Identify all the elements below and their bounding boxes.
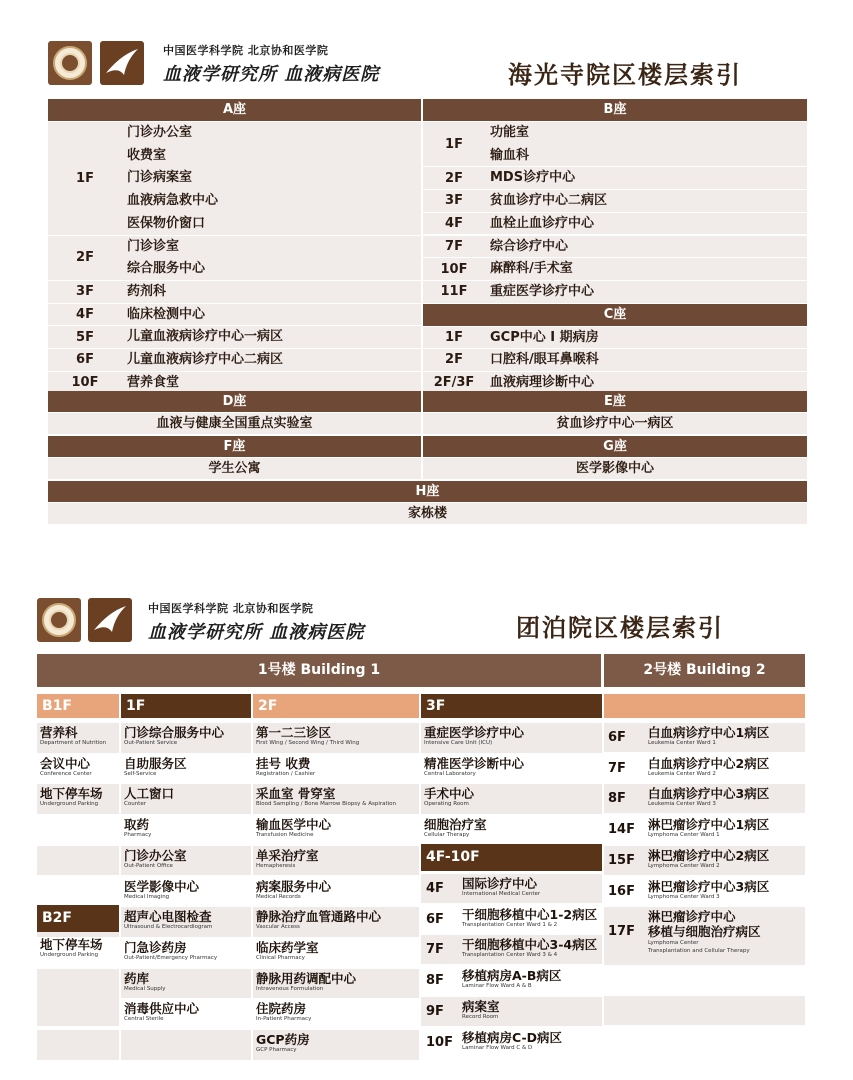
room-name-en: Department of Nutrition — [40, 740, 107, 746]
floor-label: 6F — [426, 911, 444, 927]
room-name-en: Leukemia Center Ward 3 — [648, 801, 716, 808]
room-name: 自助服务区 — [124, 755, 187, 771]
b-floor-label: 2F — [445, 170, 463, 186]
room-name-en: Record Room — [462, 1013, 499, 1020]
room-name: 静脉用药调配中心 — [256, 970, 357, 986]
room-name: 消毒供应中心 — [124, 1001, 200, 1017]
floor-label: 16F — [608, 883, 635, 899]
a-room: 血液病急救中心 — [127, 193, 219, 209]
room-name-en: Medical Records — [256, 893, 301, 900]
room-name: 人工窗口 — [124, 786, 175, 802]
floor-label: 4F — [426, 881, 444, 896]
content-e: 贫血诊疗中心一病区 — [423, 413, 807, 434]
logo-text-line1: 中国医学科学院 北京协和医学院 — [148, 602, 314, 615]
room-name-en: First Wing / Second Wing / Third Wing — [256, 740, 360, 746]
b-floor-label: 11F — [440, 284, 468, 300]
b-floor-label: 1F — [445, 136, 463, 152]
room-name-en: Underground Parking — [40, 801, 99, 808]
a-floor-label: 3F — [76, 284, 94, 300]
b-room: 贫血诊疗中心二病区 — [490, 193, 608, 209]
b-room: 重症医学诊疗中心 — [490, 283, 595, 299]
a-floor-label: 5F — [76, 329, 94, 345]
b-floor-label: 10F — [440, 261, 468, 277]
room-name-en: Clinical Pharmacy — [256, 954, 305, 961]
a-floor-label: 2F — [76, 250, 94, 266]
floor-label: 7F — [608, 760, 626, 776]
room-name: 淋巴瘤诊疗中心2病区 — [648, 847, 770, 863]
room-name-en: Medical Imaging — [124, 893, 170, 900]
floor-label: 8F — [426, 973, 444, 989]
3f-header: 3F — [421, 694, 602, 718]
room-name-en: Intensive Care Unit (ICU) — [424, 740, 493, 746]
room-name: 白血病诊疗中心2病区 — [648, 755, 770, 771]
room-name: 手术中心 — [424, 786, 475, 802]
room-name: 输血医学中心 — [256, 817, 332, 833]
row-stripe — [604, 996, 805, 1025]
floor-label: 10F — [426, 1034, 453, 1050]
room-name: 淋巴瘤诊疗中心1病区 — [648, 817, 770, 833]
c-floor-label: 2F — [445, 352, 463, 368]
a-room: 综合服务中心 — [127, 261, 206, 277]
room-name: 临床药学室 — [256, 939, 319, 955]
header-f: F座 — [48, 436, 421, 457]
room-name: 药库 — [124, 970, 150, 986]
room-name: 细胞治疗室 — [424, 817, 487, 833]
room-name-en: Vascular Access — [256, 924, 300, 931]
room-name: 取药 — [124, 817, 150, 833]
row-stripe — [37, 997, 119, 1026]
a-room: 门诊病案室 — [127, 170, 193, 186]
room-name: 采血室 骨穿室 — [256, 786, 336, 802]
a-room: 门诊办公室 — [127, 125, 193, 140]
room-name: 白血病诊疗中心3病区 — [648, 786, 770, 802]
floor-label: 7F — [426, 942, 444, 958]
hospital-logo-icon — [88, 598, 132, 642]
c-room: GCP中心 I 期病房 — [490, 329, 599, 345]
room-name: 静脉治疗血管通路中心 — [256, 909, 382, 925]
room-name: 重症医学诊疗中心 — [424, 725, 525, 740]
room-name-en: Lymphoma Center — [648, 940, 699, 947]
room-name-en: Ultrasound & Electrocardiogram — [124, 924, 213, 931]
a-room: 营养食堂 — [127, 374, 180, 390]
a-room: 儿童血液病诊疗中心一病区 — [127, 329, 284, 345]
room-name-en: Laminar Flow Ward C & D — [462, 1044, 533, 1051]
room-name: 超声心电图检查 — [124, 909, 212, 925]
b-room: 功能室 — [490, 125, 530, 140]
room-name-en: In-Patient Pharmacy — [256, 1016, 312, 1023]
b1f-header: B1F — [37, 694, 119, 718]
floor-label: 15F — [608, 852, 635, 868]
row-stripe — [37, 969, 119, 999]
logo-text-line2: 血液学研究所 血液病医院 — [148, 622, 365, 643]
a-room: 门诊诊室 — [127, 238, 180, 254]
c-room: 血液病理诊断中心 — [490, 375, 595, 390]
room-name-en: Transplantation Center Ward 1 & 2 — [462, 921, 558, 928]
floor-label: 17F — [608, 924, 635, 940]
a-floor-label: 4F — [76, 306, 94, 322]
building2-subheader — [604, 694, 805, 718]
header-c: C座 — [423, 304, 807, 326]
room-name-en: Conference Center — [40, 770, 92, 777]
room-name-en: Leukemia Center Ward 2 — [648, 770, 716, 777]
b-floor-label: 4F — [445, 216, 463, 232]
building1-header: 1号楼 Building 1 — [37, 654, 601, 687]
a-room: 医保物价窗口 — [127, 215, 206, 231]
room-name: 第一二三诊区 — [256, 725, 332, 740]
floor-label: 9F — [426, 1003, 444, 1019]
room-name: 挂号 收费 — [256, 755, 311, 771]
room-name: 会议中心 — [40, 755, 91, 771]
room-name: GCP药房 — [256, 1032, 310, 1047]
b-room: 血栓止血诊疗中心 — [490, 215, 595, 231]
room-name-en: Medical Supply — [124, 985, 166, 992]
academy-emblem-icon — [37, 598, 81, 642]
room-name-en: Out-Patient Service — [124, 740, 178, 746]
b-room: 麻醉科/手术室 — [490, 261, 573, 277]
room-name: 淋巴瘤诊疗中心3病区 — [648, 878, 770, 894]
header-g: G座 — [423, 436, 807, 457]
4f-10f-header: 4F-10F — [421, 844, 602, 871]
room-name: 白血病诊疗中心1病区 — [648, 725, 770, 740]
room-name: 精准医学诊断中心 — [424, 755, 525, 771]
haiguangsi-title: 海光寺院区楼层索引 — [508, 61, 742, 89]
room-name-en: Central Laboratory — [424, 770, 476, 777]
logo-text-line1: 中国医学科学院 北京协和医学院 — [163, 44, 329, 57]
a-floor-label: 1F — [76, 170, 94, 186]
2f-header: 2F — [253, 694, 419, 718]
a-floor-label: 6F — [76, 352, 94, 368]
room-name-en: Lymphoma Center Ward 2 — [648, 862, 720, 869]
logo-text-line2: 血液学研究所 血液病医院 — [163, 64, 380, 85]
b-room: 输血科 — [490, 147, 530, 163]
room-name-en: Counter — [124, 801, 146, 808]
room-name: 营养科 — [40, 725, 78, 740]
room-name: 住院药房 — [256, 1001, 307, 1017]
room-name: 干细胞移植中心1-2病区 — [462, 906, 598, 922]
header-a: A座 — [48, 99, 421, 121]
room-name-en: Operating Room — [424, 801, 469, 808]
room-name-en: Lymphoma Center Ward 3 — [648, 893, 720, 900]
c-room: 口腔科/眼耳鼻喉科 — [490, 352, 599, 368]
a-room: 临床检测中心 — [127, 306, 206, 322]
room-name: 淋巴瘤诊疗中心 — [648, 909, 736, 925]
room-name-en: Self-Service — [124, 770, 157, 777]
a-room: 收费室 — [127, 147, 167, 163]
a-floor-label: 10F — [71, 375, 99, 391]
room-name: 移植病房C-D病区 — [462, 1029, 563, 1045]
room-name: 门诊办公室 — [124, 847, 187, 863]
row-stripe — [421, 997, 602, 1026]
room-name-en: Out-Patient Office — [124, 862, 173, 869]
1f-header: 1F — [121, 694, 251, 718]
floor-label: 6F — [608, 730, 626, 745]
hospital-logo-icon — [100, 41, 144, 85]
header-e: E座 — [423, 391, 807, 412]
room-name-en: GCP Pharmacy — [256, 1047, 297, 1053]
room-name-en: Pharmacy — [124, 832, 152, 839]
room-name-en: Out-Patient/Emergency Pharmacy — [124, 954, 218, 961]
c-floor-label: 2F/3F — [433, 375, 475, 390]
row-stripe — [37, 846, 119, 876]
row-stripe — [121, 1030, 251, 1060]
c-floor-label: 1F — [445, 329, 463, 345]
room-name: 医学影像中心 — [124, 878, 200, 894]
room-name-en: Leukemia Center Ward 1 — [648, 740, 716, 746]
room-name-en: Hemapheresis — [256, 862, 296, 869]
content-f: 学生公寓 — [48, 458, 421, 479]
room-name: 地下停车场 — [40, 786, 103, 802]
room-name-en: Blood Sampling / Bone Marrow Biopsy & Aspiration — [256, 801, 397, 808]
content-h: 家栋楼 — [48, 503, 807, 524]
header-b: B座 — [423, 99, 807, 121]
room-name-en: Laminar Flow Ward A & B — [462, 983, 532, 990]
tuanbo-title: 团泊院区楼层索引 — [516, 614, 724, 642]
academy-emblem-icon — [48, 41, 92, 85]
content-g: 医学影像中心 — [423, 458, 807, 479]
room-name: 移植病房A-B病区 — [462, 968, 562, 984]
room-name-en: Central Sterile — [124, 1016, 164, 1023]
room-name-en: Transplantation and Cellular Therapy — [648, 948, 750, 955]
b-floor-label: 7F — [445, 238, 463, 254]
building2-header: 2号楼 Building 2 — [604, 654, 805, 687]
room-name: 门诊综合服务中心 — [124, 725, 225, 740]
a-room: 药剂科 — [127, 283, 167, 299]
room-name-en: International Medical Center — [462, 891, 541, 897]
room-name-en: Transplantation Center Ward 3 & 4 — [462, 952, 558, 959]
room-name: 病案室 — [462, 998, 500, 1014]
room-name: 单采治疗室 — [256, 847, 319, 863]
b-floor-label: 3F — [445, 193, 463, 209]
header-d: D座 — [48, 391, 421, 412]
floor-label: 14F — [608, 822, 635, 838]
room-name: 门急诊药房 — [124, 939, 187, 955]
room-name-en: Registration / Cashier — [256, 770, 316, 777]
b2f-header: B2F — [37, 905, 119, 932]
room-name-en: Lymphoma Center Ward 1 — [648, 832, 720, 839]
room-name-en: Cellular Therapy — [424, 832, 470, 839]
room-name-en: Underground Parking — [40, 952, 99, 958]
room-name: 国际诊疗中心 — [462, 876, 538, 891]
b-room: MDS诊疗中心 — [490, 170, 576, 186]
room-name: 病案服务中心 — [256, 878, 332, 894]
b-room: 综合诊疗中心 — [490, 238, 569, 254]
room-name: 移植与细胞治疗病区 — [648, 924, 761, 940]
room-name-en: Transfusion Medicine — [256, 832, 314, 839]
room-name: 干细胞移植中心3-4病区 — [462, 937, 598, 953]
row-stripe — [37, 1030, 119, 1060]
content-d: 血液与健康全国重点实验室 — [48, 413, 421, 434]
room-name-en: Intravenous Formulation — [256, 985, 324, 992]
a-room: 儿童血液病诊疗中心二病区 — [127, 352, 284, 367]
room-name: 地下停车场 — [40, 937, 103, 952]
header-h: H座 — [48, 481, 807, 502]
floor-label: 8F — [608, 791, 626, 807]
